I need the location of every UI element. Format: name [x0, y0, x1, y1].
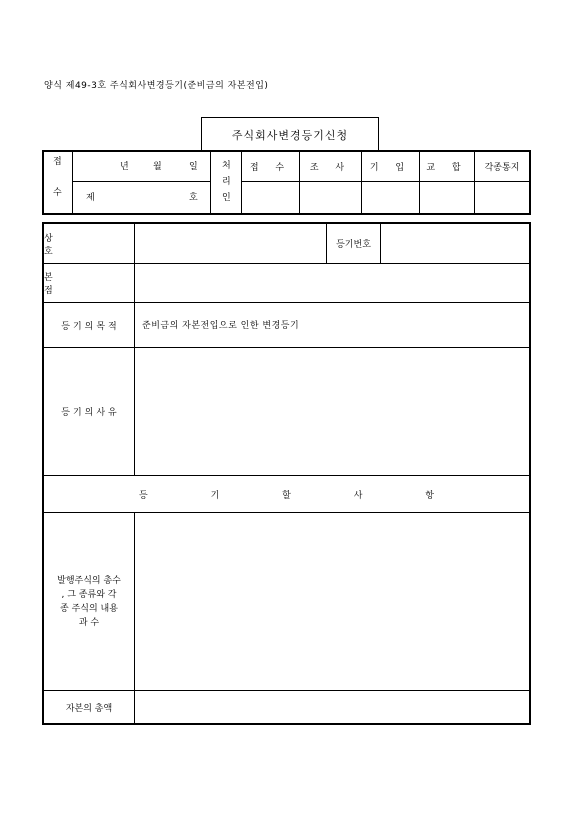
receipt-no-suffix: 호 — [189, 193, 198, 203]
process-char-3: 인 — [222, 193, 231, 203]
shares-label — [44, 513, 134, 690]
registration-number-field[interactable] — [381, 224, 529, 263]
matters-header: 등 기 할 사 항 — [139, 490, 464, 501]
trade-name-field[interactable] — [135, 224, 326, 263]
shares-label-line-4: 과 수 — [78, 617, 100, 628]
cause-field[interactable] — [135, 348, 529, 475]
shares-field[interactable] — [135, 513, 529, 690]
process-char-1: 처 — [222, 161, 231, 171]
shares-label-line-1: 발행주식의 총수 — [57, 575, 121, 586]
receipt-month: 월 — [153, 162, 162, 172]
shares-label-line-2: , 그 종류와 각 — [61, 589, 117, 600]
capital-label: 자본의 총액 — [65, 703, 113, 714]
header-receipt: 접 수 — [249, 163, 292, 173]
cause-label: 등기의사유 — [61, 408, 120, 418]
header-notices: 각종통지 — [484, 163, 520, 173]
trade-name-label: 상 호 — [44, 233, 91, 257]
process-char-2: 리 — [222, 177, 231, 187]
purpose-label: 등기의목적 — [61, 321, 120, 332]
registration-number-label: 등기번호 — [336, 240, 371, 250]
head-office-label: 본 점 — [44, 273, 91, 296]
receipt-day: 일 — [189, 162, 198, 172]
receipt-year: 년 — [120, 162, 129, 172]
header-review: 조 사 — [309, 163, 352, 173]
header-entry: 기 입 — [369, 163, 412, 173]
head-office-field[interactable] — [135, 264, 529, 302]
form-title-text: 주식회사변경등기신청 — [231, 128, 349, 142]
receipt-label-top: 접 — [53, 157, 62, 167]
capital-field[interactable] — [135, 691, 529, 723]
shares-label-line-3: 종 주식의 내용 — [60, 603, 118, 614]
receipt-no-prefix: 제 — [86, 193, 95, 203]
form-title — [201, 117, 379, 151]
header-check: 교 합 — [426, 163, 468, 173]
receipt-label-bottom: 수 — [53, 188, 62, 198]
form-id: 양식 제49-3호 주식회사변경등기(준비금의 자본전입) — [44, 81, 269, 91]
purpose-value: 준비금의 자본전입으로 인한 변경등기 — [142, 321, 300, 331]
